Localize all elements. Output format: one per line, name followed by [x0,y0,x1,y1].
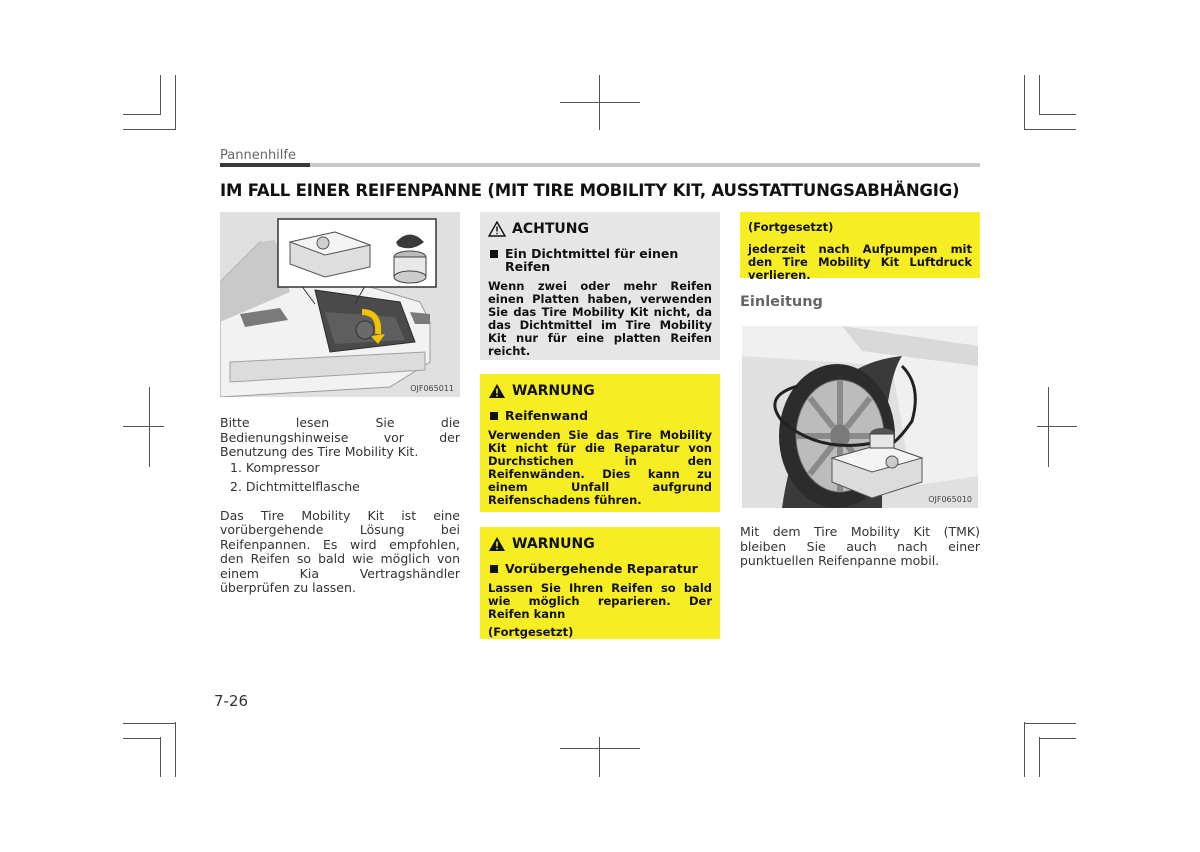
introduction-paragraph: Mit dem Tire Mobility Kit (TMK) bleiben Sie auch nach einer punktuellen Reifenpanne mobil. [740,524,980,568]
caution-text: Wenn zwei oder mehr Reifen einen Platten haben, verwenden Sie das Tire Mobility Kit nicht, da das Dichtmittel im Tire Mobility Kit nur für eine platten Reifen reicht. [488,279,712,358]
warning-subtitle: Reifenwand [505,408,589,423]
warning-box-sidewall [480,374,720,512]
caution-subtitle-row [488,247,712,273]
bullet-square-icon [490,412,498,420]
warning-icon [488,536,506,552]
column-middle [480,212,720,639]
warning-subtitle: Vorübergehende Reparatur [505,561,698,576]
warning-label: WARNUNG [512,383,595,399]
column-left [220,212,460,596]
list-item-sealant: 2. Dichtmittelflasche [230,479,360,494]
caution-box [480,212,720,360]
page-number: 7-26 [214,692,249,710]
page-title: IM FALL EINER REIFENPANNE (MIT TIRE MOBILITY KIT, AUSSTATTUNGSABHÄNGIG) [220,181,960,200]
caution-heading [488,221,712,237]
warning-heading [488,536,712,552]
warning-label: WARNUNG [512,536,595,552]
warning-heading [488,383,712,399]
caution-label: ACHTUNG [512,221,589,237]
figure-code: OJF065010 [928,495,972,504]
warning-subtitle-row [488,409,712,422]
continued-text: jederzeit nach Aufpumpen mit den Tire Mobility Kit Luftdruck verlieren. [748,242,972,282]
warning-subtitle-row [488,562,712,575]
warning-icon [488,383,506,399]
section-rule [220,163,980,167]
intro-text: Bitte lesen Sie die Bedienungshinweise vor der Benutzung des Tire Mobility Kit. [220,415,460,459]
continued-label: (Fortgesetzt) [748,220,834,234]
warning-text: Lassen Sie Ihren Reifen so bald wie möglich reparieren. Der Reifen kann [488,581,712,621]
caution-subtitle: Ein Dichtmittel für einen Reifen [505,246,679,274]
continued-warning-box [740,212,980,282]
caution-icon [488,221,506,237]
bullet-square-icon [490,250,498,258]
warning-box-temporary [480,527,720,639]
figure-code: OJF065011 [410,384,454,393]
section-heading-introduction: Einleitung [740,294,823,310]
list-item-compressor: 1. Kompressor [230,459,320,475]
section-label: Pannenhilfe [220,148,296,163]
warning-text: Verwenden Sie das Tire Mobility Kit nicht für die Reparatur von Durchstichen in den Reifenwänden. Dies kann zu einem Unfall aufgrund Reifenschadens führen. [488,428,712,507]
column-right [740,212,980,569]
continued-note: (Fortgesetzt) [488,625,574,639]
trunk-figure [220,212,460,397]
bullet-square-icon [490,565,498,573]
info-paragraph: Das Tire Mobility Kit ist eine vorübergehende Lösung bei Reifenpannen. Es wird empfohlen, den Reifen so bald wie möglich von einem Kia Vertragshändler überprüfen zu lassen. [220,507,460,595]
tire-kit-figure [742,326,978,508]
